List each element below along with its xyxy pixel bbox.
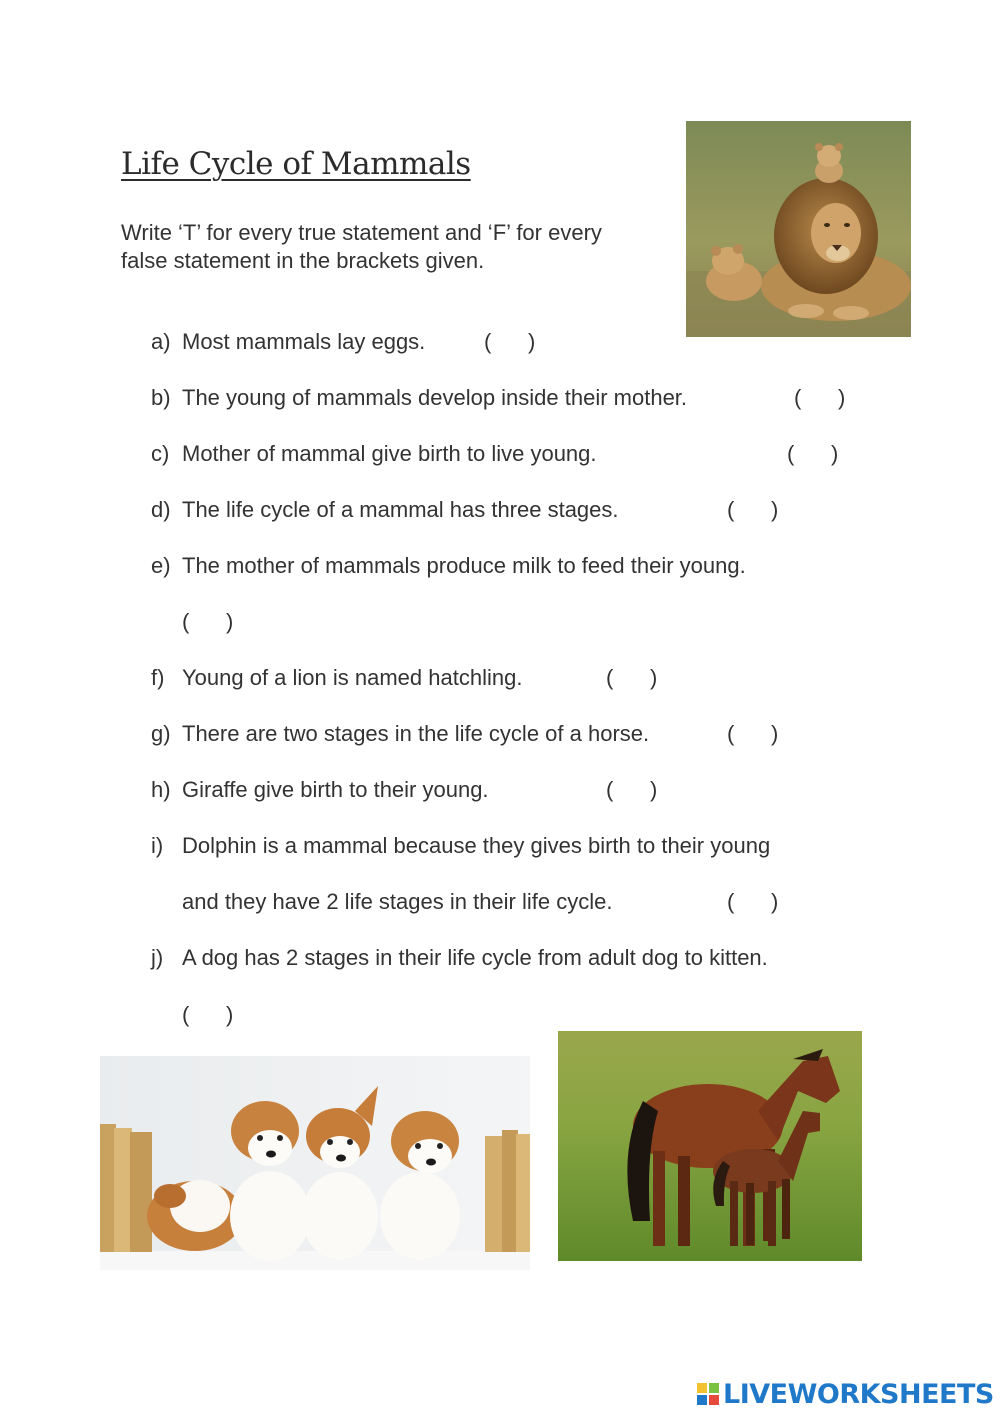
answer-bracket-d[interactable]: ( ) xyxy=(727,497,779,522)
question-text: The life cycle of a mammal has three stages. xyxy=(182,497,619,522)
lion-photo xyxy=(686,121,911,337)
question-label: h) xyxy=(151,777,171,802)
question-label: c) xyxy=(151,441,170,466)
question-text: and they have 2 life stages in their life cycle. xyxy=(182,889,613,914)
question-label: g) xyxy=(151,721,171,746)
question-label: j) xyxy=(151,945,164,970)
logo-text: LIVEWORKSHEETS xyxy=(723,1378,994,1410)
liveworksheets-logo xyxy=(697,1377,994,1411)
instructions-text: Write ‘T’ for every true statement and ‘F’ for every false statement in the brackets given. xyxy=(121,220,602,273)
answer-bracket-e[interactable]: ( ) xyxy=(182,609,234,634)
question-text: Most mammals lay eggs. xyxy=(182,329,426,354)
question-label: b) xyxy=(151,385,171,410)
puppies-photo xyxy=(100,1056,530,1270)
answer-bracket-h[interactable]: ( ) xyxy=(606,777,658,802)
answer-bracket-i[interactable]: ( ) xyxy=(727,889,779,914)
answer-bracket-g[interactable]: ( ) xyxy=(727,721,779,746)
question-text: Mother of mammal give birth to live young. xyxy=(182,441,597,466)
question-text: There are two stages in the life cycle of a horse. xyxy=(182,721,650,746)
question-label: i) xyxy=(151,833,164,858)
question-text: Young of a lion is named hatchling. xyxy=(182,665,523,690)
question-label: d) xyxy=(151,497,171,522)
question-label: a) xyxy=(151,329,171,354)
horse-photo xyxy=(558,1031,862,1261)
question-text: The mother of mammals produce milk to feed their young. xyxy=(182,553,746,578)
question-text: A dog has 2 stages in their life cycle from adult dog to kitten. xyxy=(182,945,768,970)
question-i-continued xyxy=(182,888,612,916)
answer-bracket-f[interactable]: ( ) xyxy=(606,665,658,690)
question-label: e) xyxy=(151,553,171,578)
logo-mark-icon xyxy=(697,1383,719,1405)
question-text: Giraffe give birth to their young. xyxy=(182,777,489,802)
answer-bracket-c[interactable]: ( ) xyxy=(787,441,839,466)
answer-bracket-b[interactable]: ( ) xyxy=(794,385,846,410)
question-label: f) xyxy=(151,665,165,690)
answer-bracket-a[interactable]: ( ) xyxy=(484,329,536,354)
question-text: Dolphin is a mammal because they gives birth to their young xyxy=(182,833,771,858)
question-text: The young of mammals develop inside their mother. xyxy=(182,385,688,410)
page-title: Life Cycle of Mammals xyxy=(121,146,471,182)
answer-bracket-j[interactable]: ( ) xyxy=(182,1002,234,1027)
